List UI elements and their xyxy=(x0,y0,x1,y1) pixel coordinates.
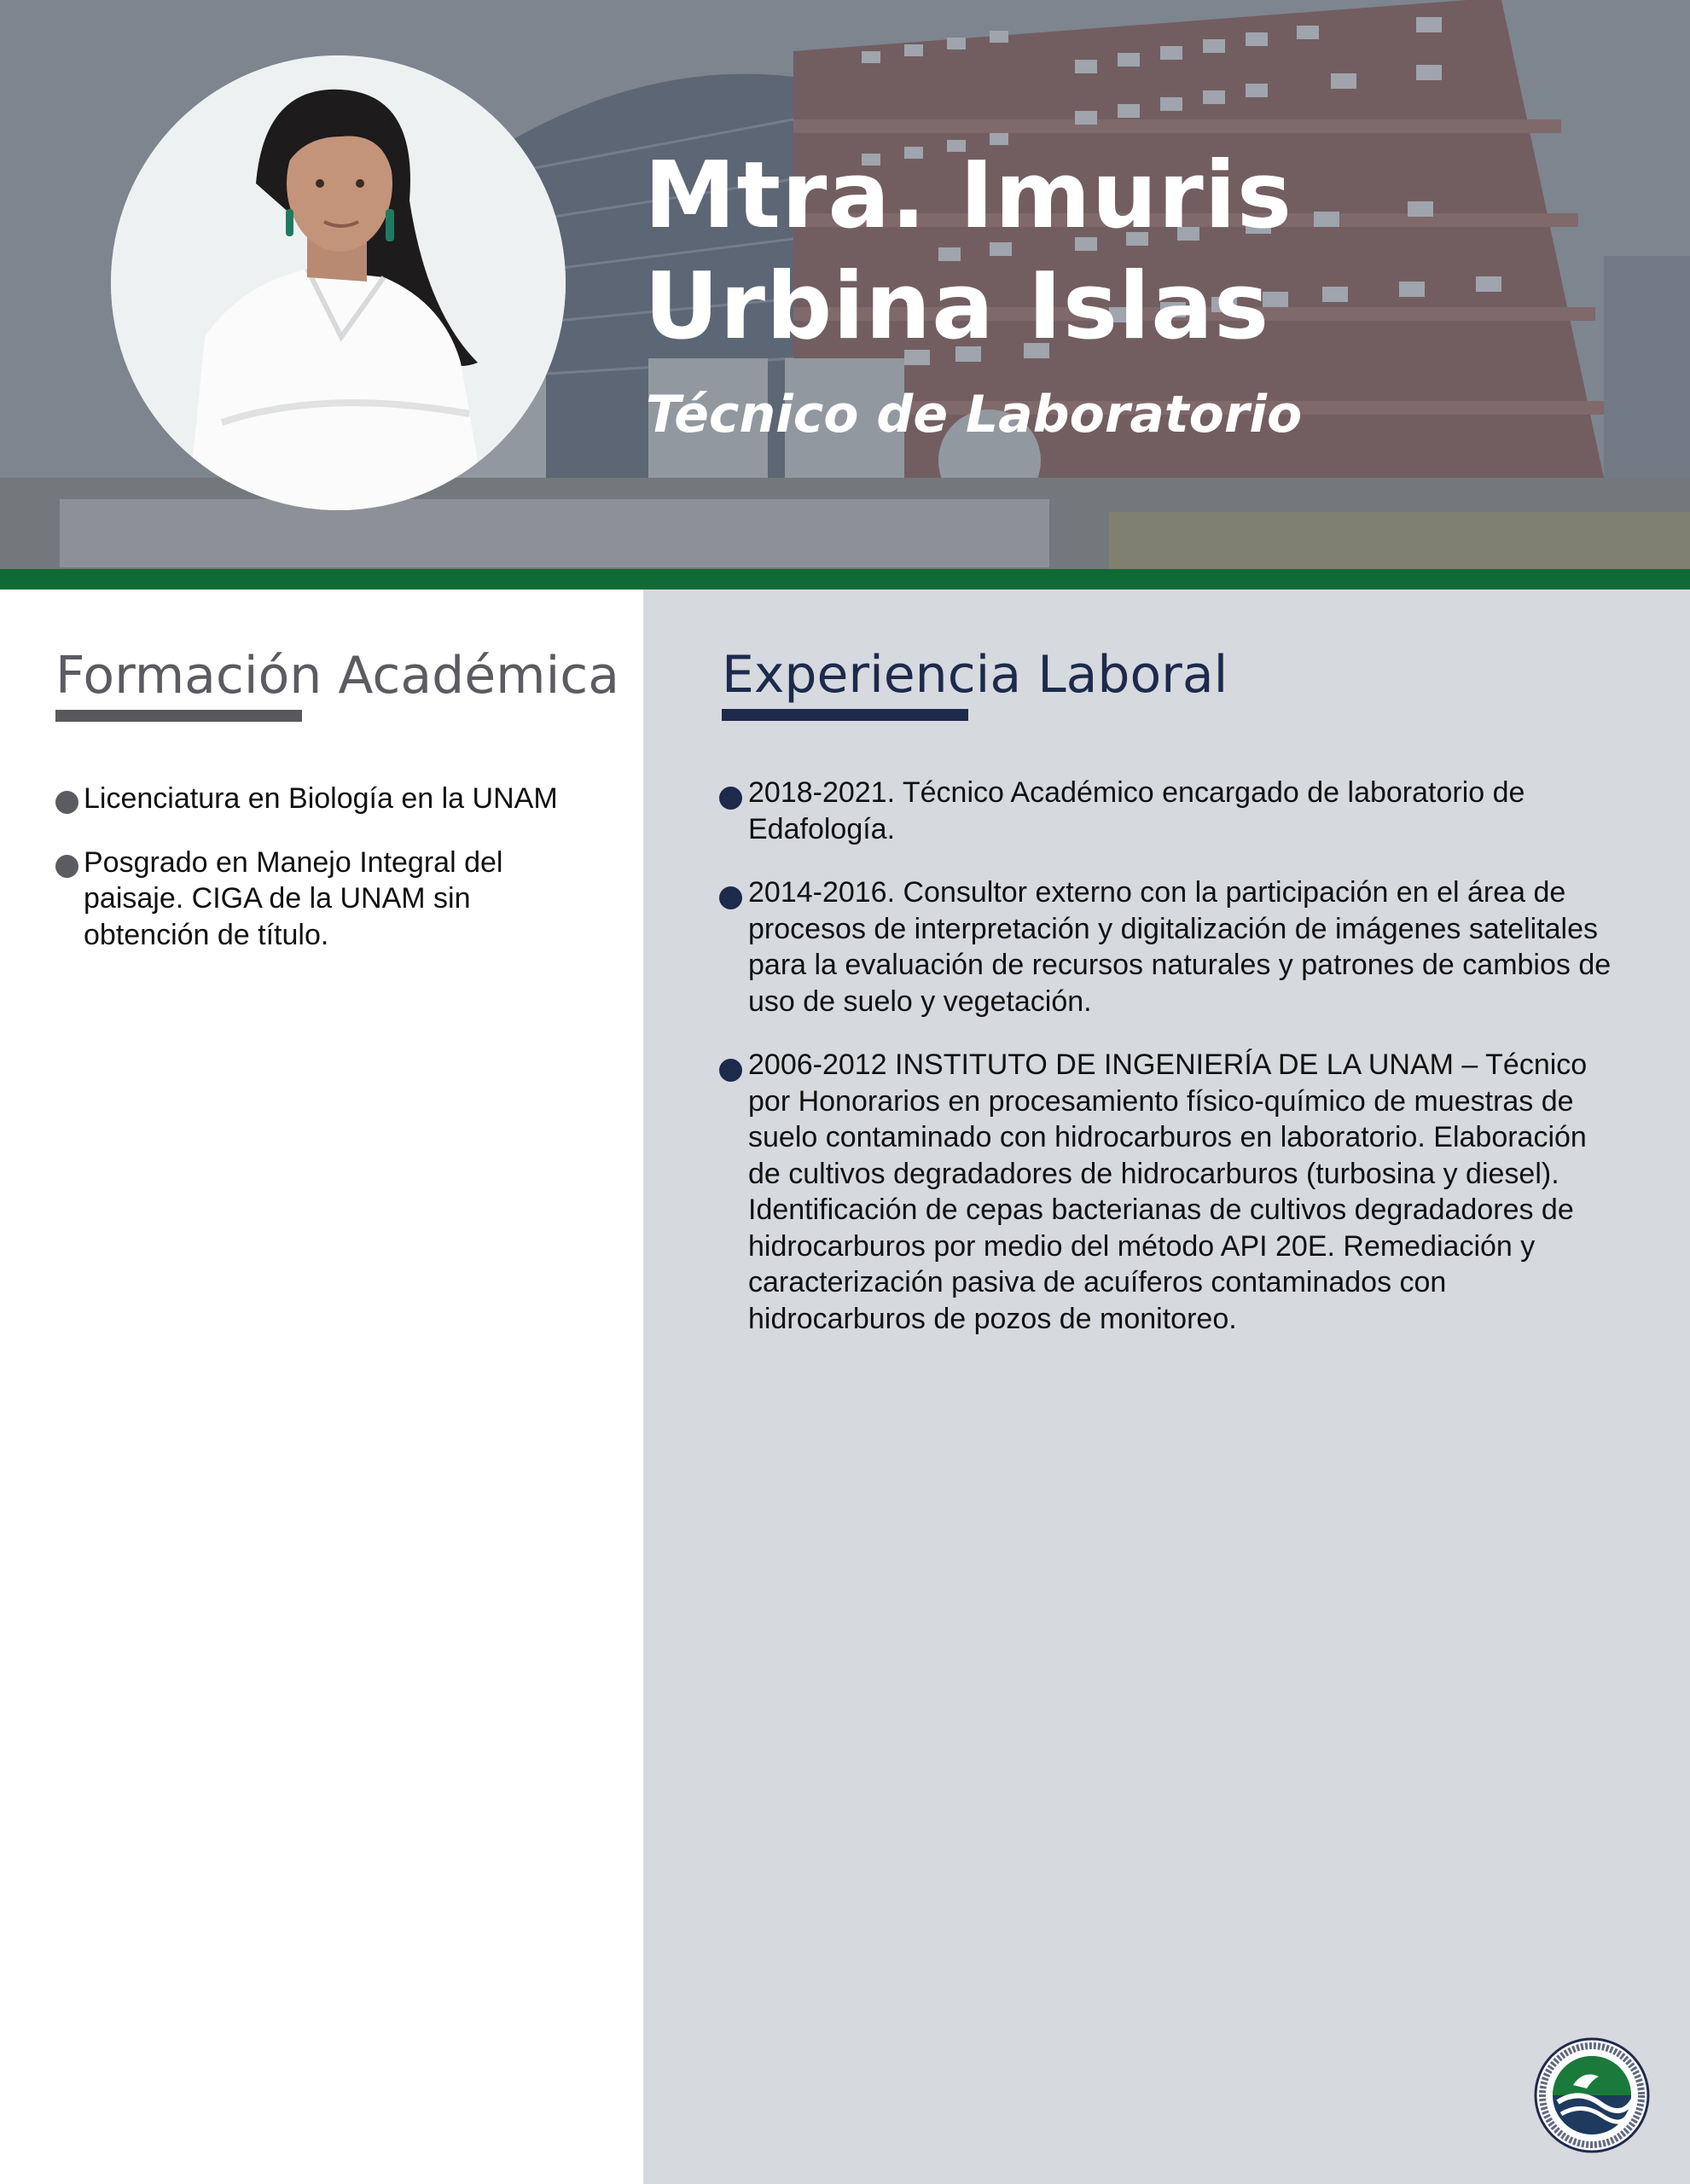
bullet-icon xyxy=(719,1059,742,1082)
header-banner xyxy=(0,0,1690,569)
person-name xyxy=(644,141,1497,363)
experience-item-1: 2018-2021. Técnico Académico encargado de laboratorio de Edafología. xyxy=(748,776,1525,845)
bullet-icon xyxy=(55,791,78,814)
experience-list xyxy=(719,775,1623,1364)
list-item xyxy=(719,775,1623,847)
list-item xyxy=(719,1047,1623,1337)
experience-heading: Experiencia Laboral xyxy=(722,645,1228,705)
education-item-2: Posgrado en Manejo Integral del paisaje. CIGA de la UNAM sin obtención de título. xyxy=(84,845,503,951)
bullet-icon xyxy=(719,787,742,810)
name-line-2: Urbina Islas xyxy=(644,253,1270,360)
job-title: Técnico de Laboratorio xyxy=(646,385,1303,444)
experience-item-3: 2006-2012 INSTITUTO DE INGENIERÍA DE LA UNAM – Técnico por Honorarios en procesamiento físico-químico de muestras de suelo contaminado con hidrocarburos en laboratorio. Elaboración de cultivos degradadores de hidrocarburos (turbosina y diesel). Identificación de cepas bacterianas de cultivos degradadores de hidrocarburos por medio del método API 20E. Remediación y caracterización pasiva de acuíferos contaminados con hidrocarburos de pozos de monitoreo. xyxy=(748,1048,1588,1335)
bullet-icon xyxy=(55,855,78,878)
education-list xyxy=(55,781,601,980)
education-underline xyxy=(55,710,302,722)
university-seal-logo xyxy=(1532,2036,1652,2155)
list-item xyxy=(719,874,1623,1019)
list-item xyxy=(55,781,601,817)
profile-photo xyxy=(111,55,566,510)
list-item xyxy=(55,845,601,954)
name-line-1: Mtra. Imuris xyxy=(644,142,1293,249)
education-heading: Formación Académica xyxy=(55,646,619,706)
education-item-1: Licenciatura en Biología en la UNAM xyxy=(84,782,558,815)
experience-item-2: 2014-2016. Consultor externo con la participación en el área de procesos de interpretación y digitalización de imágenes satelitales para la evaluación de recursos naturales y patrones de cambios de uso de suelo y vegetación. xyxy=(748,876,1612,1018)
experience-underline xyxy=(722,709,968,721)
person-illustration xyxy=(111,55,566,510)
bullet-icon xyxy=(719,886,742,909)
header-divider xyxy=(0,569,1690,590)
